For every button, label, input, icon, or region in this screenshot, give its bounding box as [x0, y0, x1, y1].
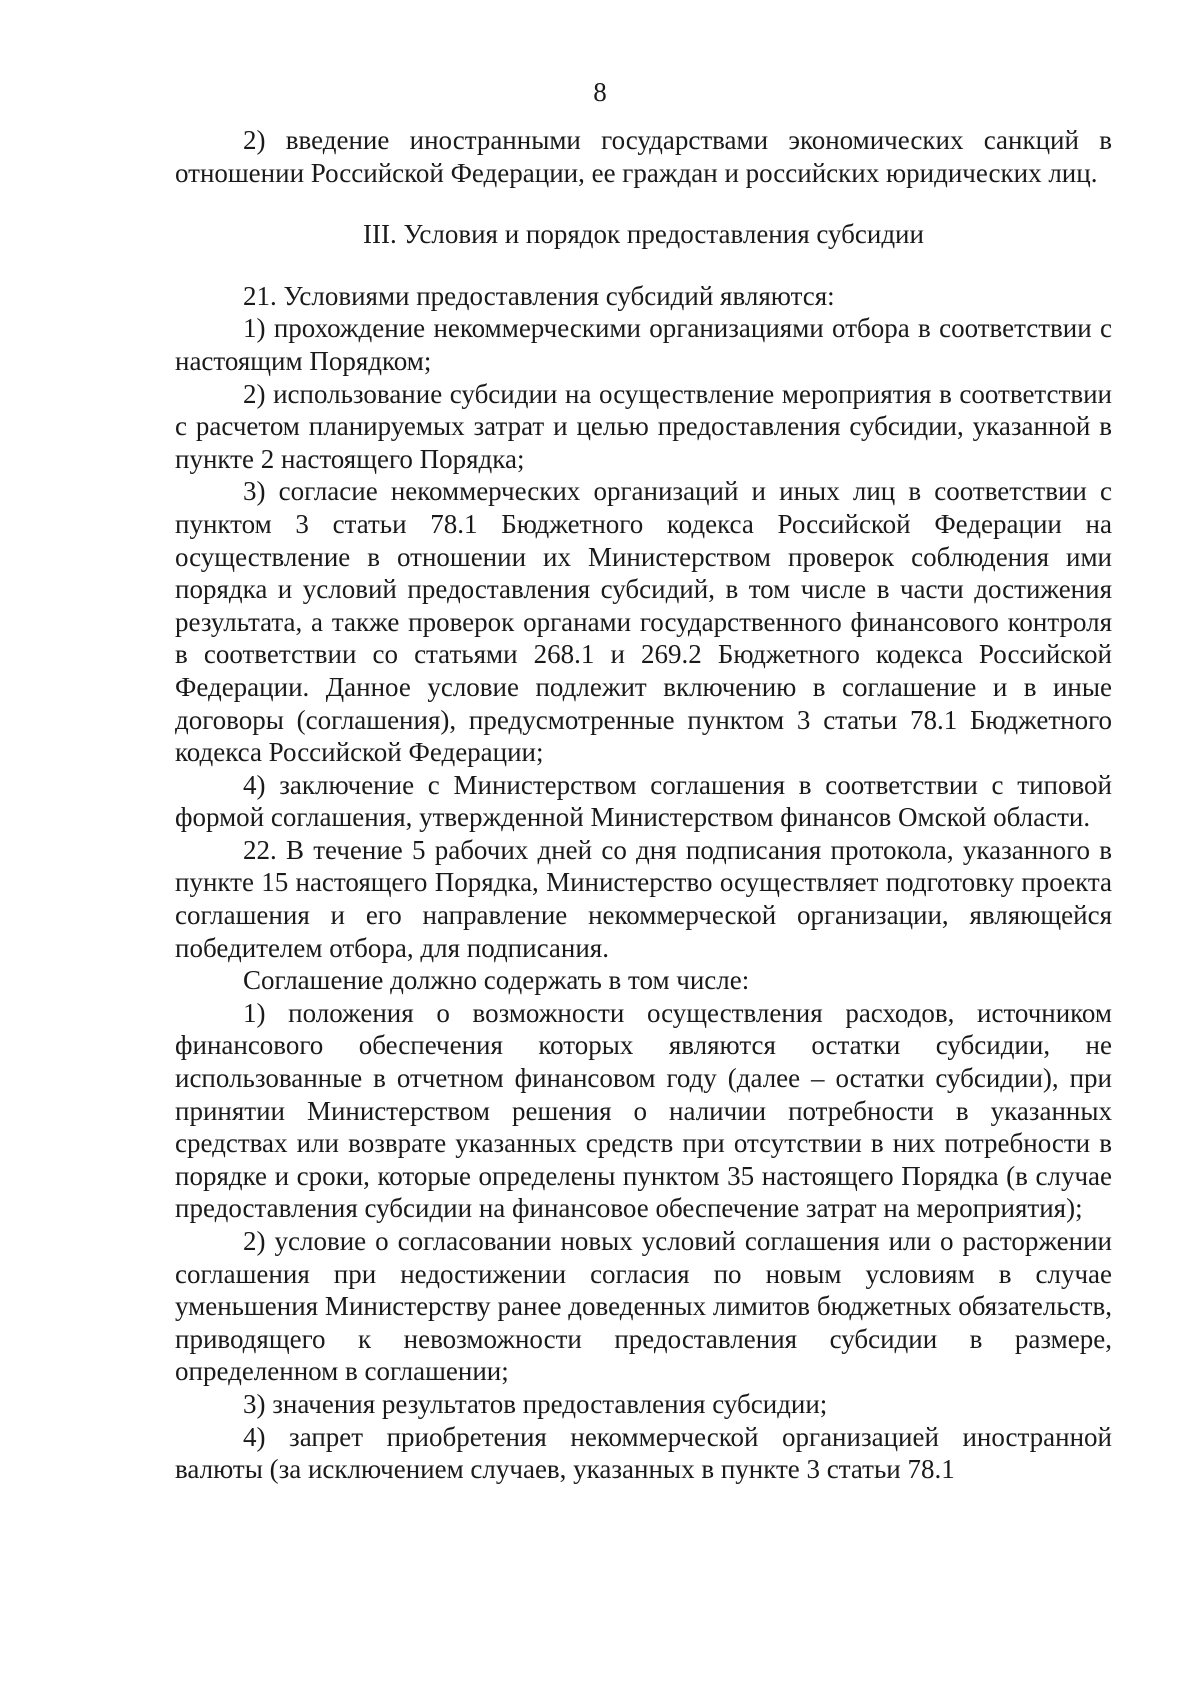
section-heading: III. Условия и порядок предоставления субсидии: [363, 219, 924, 250]
paragraph-21-item-1: 1) прохождение некоммерческими организациями отбора в соответствии с настоящим Порядком;: [175, 313, 1112, 376]
paragraph-21: 21. Условиями предоставления субсидий являются:: [243, 280, 835, 311]
paragraph-22-item-3: 3) значения результатов предоставления субсидии;: [243, 1388, 828, 1419]
paragraph-22-intro: Соглашение должно содержать в том числе:: [243, 965, 750, 996]
paragraph-22-item-2: 2) условие о согласовании новых условий соглашения или о расторжении соглашения при недостижении согласия по новым условиям в случае уменьшения Министерству ранее доведенных лимитов бюджетных обязательств, приводящего к невозможности предоставления субсидии в размере, определенном в соглашении;: [175, 1226, 1112, 1387]
paragraph-22: 22. В течение 5 рабочих дней со дня подписания протокола, указанного в пункте 15 настоящего Порядка, Министерство осуществляет подготовку проекта соглашения и его направление некоммерческой организации, являющейся победителем отбора, для подписания.: [175, 834, 1112, 963]
paragraph-21-item-2: 2) использование субсидии на осуществление мероприятия в соответствии с расчетом планируемых затрат и целью предоставления субсидии, указанной в пункте 2 настоящего Порядка;: [175, 378, 1112, 474]
paragraph-21-item-4: 4) заключение с Министерством соглашения в соответствии с типовой формой соглашения, утвержденной Министерством финансов Омской области.: [175, 769, 1112, 833]
paragraph-22-item-1: 1) положения о возможности осуществления расходов, источником финансового обеспечения которых являются остатки субсидии, не использованные в отчетном финансовом году (далее – остатки субсидии), при принятии Министерством решения о наличии потребности в указанных средствах или возврате указанных средств при отсутствии в них потребности в порядке и сроки, которые определены пунктом 35 настоящего Порядка (в случае предоставления субсидии на финансовое обеспечение затрат на мероприятия);: [175, 997, 1112, 1224]
paragraph-sanctions-item: 2) введение иностранными государствами экономических санкций в отношении Российской Федерации, ее граждан и российских юридических лиц.: [175, 125, 1112, 188]
paragraph-22-item-4: 4) запрет приобретения некоммерческой организацией иностранной валюты (за исключением случаев, указанных в пункте 3 статьи 78.1: [175, 1421, 1112, 1485]
paragraph-21-item-3: 3) согласие некоммерческих организаций и иных лиц в соответствии с пунктом 3 статьи 78.1 Бюджетного кодекса Российской Федерации на осуществление в отношении их Министерством проверок соблюдения ими порядка и условий предоставления субсидий, в том числе в части достижения результата, а также проверок органами государственного финансового контроля в соответствии со статьями 268.1 и 269.2 Бюджетного кодекса Российской Федерации. Данное условие подлежит включению в соглашение и в иные договоры (соглашения), предусмотренные пунктом 3 статьи 78.1 Бюджетного кодекса Российской Федерации;: [175, 476, 1112, 768]
document-body: [175, 124, 1112, 1486]
page-number: 8: [593, 77, 607, 107]
